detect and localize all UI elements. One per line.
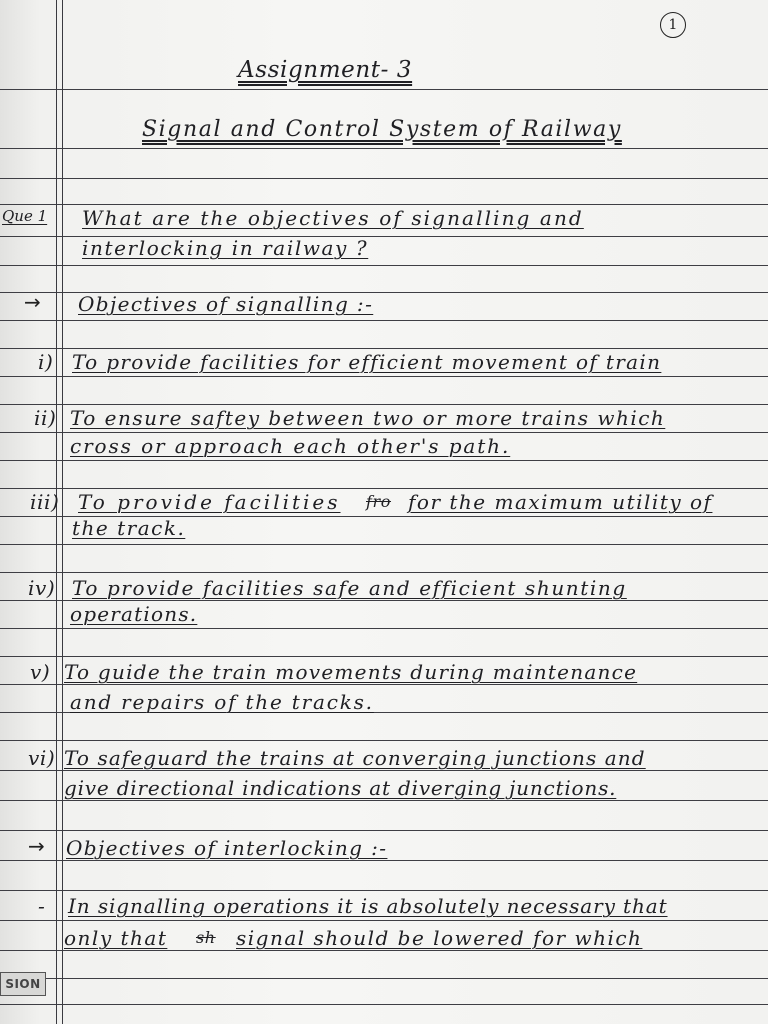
point-line: To guide the train movements during maintenance	[64, 660, 638, 684]
interlocking-line-2b: signal should be lowered for which	[236, 926, 643, 950]
ruled-line	[0, 830, 768, 831]
point-line: cross or approach each other's path.	[70, 434, 511, 458]
ruled-line	[0, 265, 768, 266]
ruled-line	[0, 950, 768, 951]
point-line: To ensure saftey between two or more trains which	[70, 406, 666, 430]
ruled-line	[0, 860, 768, 861]
point-line: the track.	[72, 516, 186, 540]
point-line: give directional indications at diverging junctions.	[64, 776, 617, 800]
ruled-line	[0, 800, 768, 801]
point-number: iii)	[30, 490, 60, 514]
ruled-line	[0, 544, 768, 545]
ruled-line	[0, 770, 768, 771]
struck-word: fro	[366, 492, 392, 511]
point-number: vi)	[28, 746, 56, 770]
right-arrow-icon: →	[24, 290, 41, 314]
point-number: ii)	[34, 406, 57, 430]
ruled-line	[0, 204, 768, 205]
ruled-line	[0, 1004, 768, 1005]
point-line: To provide facilities safe and efficient shunting	[72, 576, 627, 600]
ruled-line	[0, 740, 768, 741]
question-label: Que 1	[2, 207, 48, 225]
signalling-heading: Objectives of signalling :-	[78, 292, 374, 316]
ruled-line	[0, 148, 768, 149]
ruled-line	[0, 684, 768, 685]
ruled-line	[0, 376, 768, 377]
ruled-line	[0, 488, 768, 489]
ruled-line	[0, 404, 768, 405]
interlocking-heading: Objectives of interlocking :-	[66, 836, 388, 860]
ruled-line	[0, 978, 768, 979]
point-line: To provide facilities	[78, 490, 341, 514]
ruled-line	[0, 178, 768, 179]
struck-word: sh	[196, 928, 216, 947]
ruled-line	[0, 460, 768, 461]
ruled-line	[0, 320, 768, 321]
page-number: 1	[660, 12, 686, 38]
ruled-line	[0, 348, 768, 349]
point-number: v)	[30, 660, 51, 684]
ruled-line	[0, 89, 768, 90]
margin-stamp: SION	[0, 972, 46, 996]
question-line-1: What are the objectives of signalling and	[82, 206, 584, 230]
ruled-line	[0, 890, 768, 891]
point-line: and repairs of the tracks.	[70, 690, 374, 714]
right-arrow-icon: →	[28, 834, 45, 858]
point-line: operations.	[70, 602, 198, 626]
point-line: To provide facilities for efficient movement of train	[72, 350, 662, 374]
point-line: for the maximum utility of	[408, 490, 713, 514]
assignment-subheading: Signal and Control System of Railway	[142, 117, 622, 142]
question-line-2: interlocking in railway ?	[82, 236, 369, 260]
point-number: i)	[38, 350, 54, 374]
ruled-line	[0, 628, 768, 629]
assignment-heading: Assignment- 3	[238, 57, 413, 83]
point-number: iv)	[28, 576, 56, 600]
interlocking-line-1: In signalling operations it is absolutely necessary that	[68, 894, 668, 918]
ruled-line	[0, 600, 768, 601]
dash-marker: -	[38, 894, 46, 918]
interlocking-line-2a: only that	[64, 926, 168, 950]
margin-line	[62, 0, 63, 1024]
ruled-line	[0, 572, 768, 573]
point-line: To safeguard the trains at converging junctions and	[64, 746, 646, 770]
ruled-line	[0, 432, 768, 433]
ruled-line	[0, 656, 768, 657]
ruled-line	[0, 920, 768, 921]
